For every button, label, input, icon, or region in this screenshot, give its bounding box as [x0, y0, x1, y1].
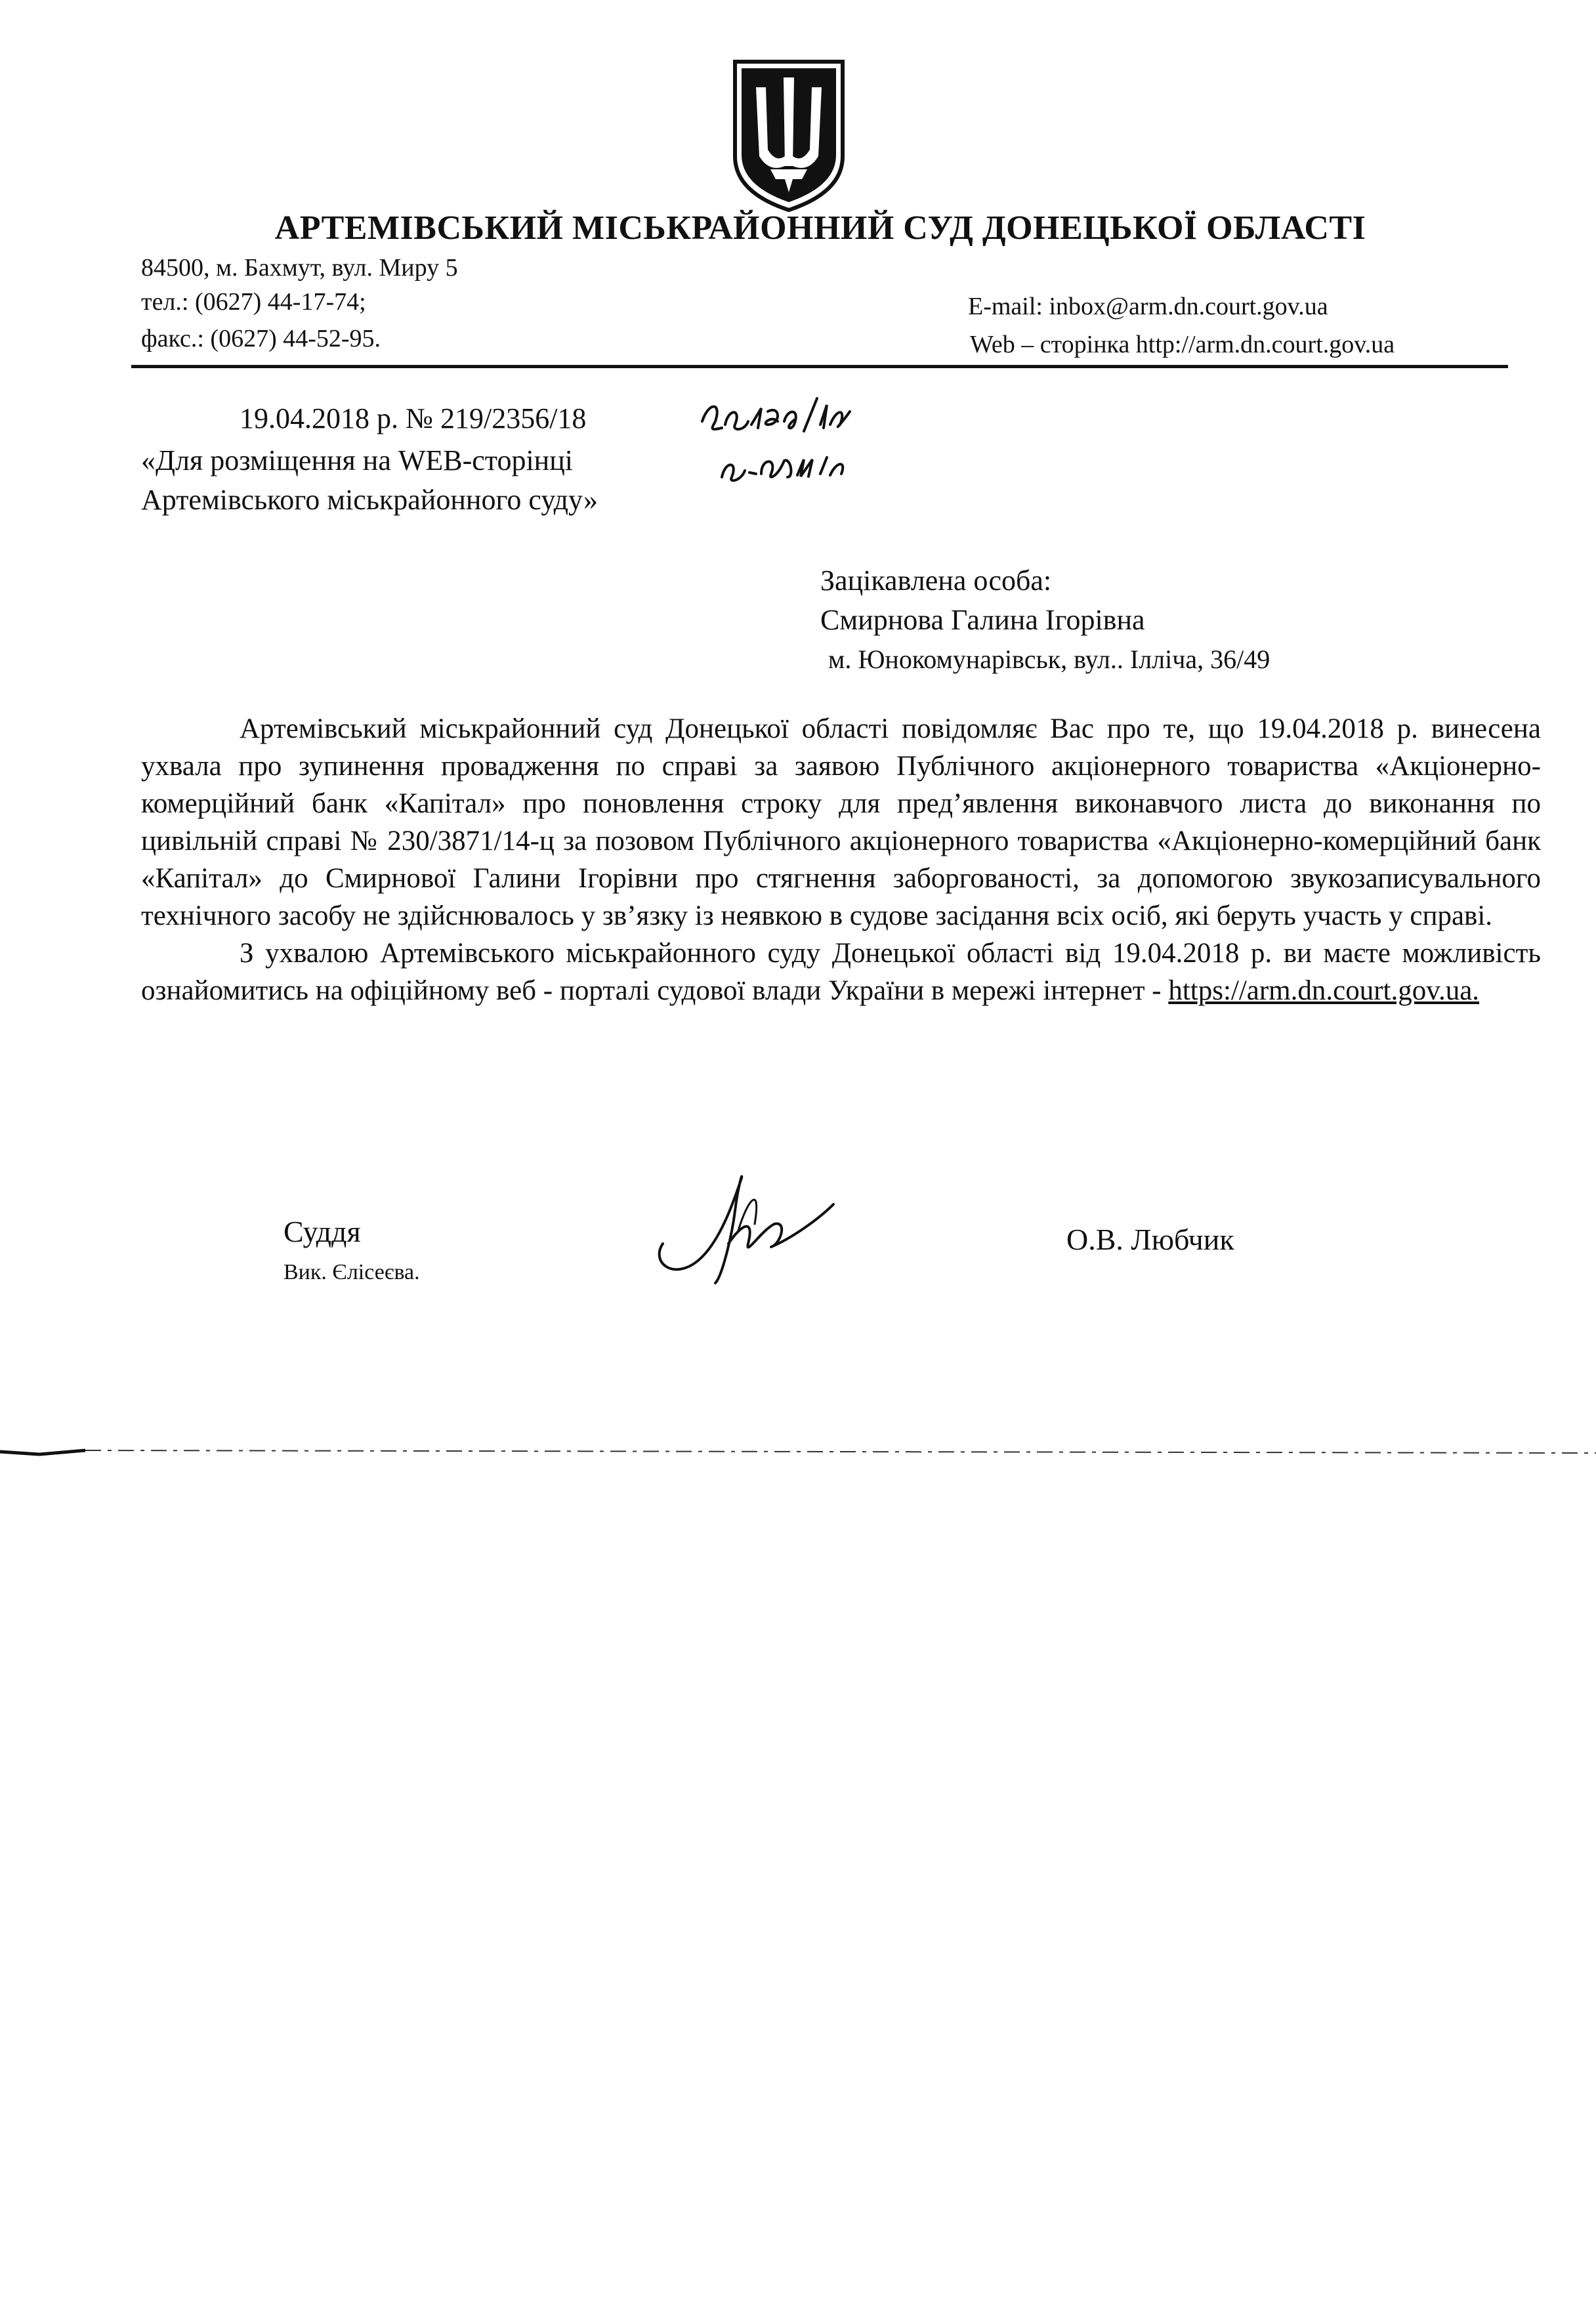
court-website: Web – сторінка http://arm.dn.court.gov.ua — [970, 331, 1395, 358]
court-phone: тел.: (0627) 44-17-74; — [141, 288, 366, 316]
addressee-address: м. Юнокомунарівськ, вул.. Ілліча, 36/49 — [828, 644, 1270, 674]
trident-emblem-icon — [730, 58, 848, 214]
scan-fold-line — [0, 1437, 1596, 1464]
addressee-block — [820, 561, 1270, 679]
publication-note — [141, 441, 598, 520]
outgoing-date-number: 19.04.2018 р. № 219/2356/18 — [240, 402, 587, 434]
judge-signature — [650, 1158, 847, 1290]
addressee-name: Смирнова Галина Ігорівна — [820, 604, 1145, 636]
body-paragraph-2 — [141, 935, 1541, 1009]
body-paragraph-1: Артемівський міськрайонний суд Донецької області повідомляє Вас про те, що 19.04.2018 р. винесена ухвала про зупинення провадження по справі за заявою Публічного акціонерного товариства «Акціонерно-комерційний банк «Капітал» про поновлення строку для пред’явлення виконавчого листа до виконання по цивільній справі № 230/3871/14-ц за позовом Публічного акціонерного товариства «Акціонерно-комерційний банк «Капітал» до Смирнової Галини Ігорівни про стягнення заборгованості, за допомогою звукозаписувального технічного засобу не здійснювалось у зв’язку із неявкою в судове засідання всіх осіб, які беруть участь у справі. — [141, 713, 1541, 931]
publication-note-line1: «Для розміщення на WEB-сторінці — [141, 444, 573, 476]
judge-title: Суддя — [284, 1215, 361, 1248]
executor-name: Вик. Єлісеєва. — [284, 1260, 420, 1284]
court-fax: факс.: (0627) 44-52-95. — [141, 325, 381, 352]
handwritten-registration-mark — [696, 395, 912, 494]
court-email: E-mail: inbox@arm.dn.court.gov.ua — [968, 293, 1328, 320]
court-address: 84500, м. Бахмут, вул. Миру 5 — [141, 254, 458, 282]
body-paragraph-2-text: З ухвалою Артемівського міськрайонного суду Донецької області від 19.04.2018 р. ви маєте можливість ознайомитись на офіційному веб - порталі судової влади України в мережі інтернет - — [141, 938, 1541, 1006]
header-divider — [131, 365, 1508, 368]
court-portal-link[interactable]: https://arm.dn.court.gov.ua. — [1168, 975, 1480, 1006]
addressee-label: Зацікавлена особа: — [820, 564, 1052, 597]
court-name: АРТЕМІВСЬКИЙ МІСЬКРАЙОННИЙ СУД ДОНЕЦЬКОЇ ОБЛАСТІ — [274, 209, 1366, 247]
judge-name: О.В. Любчик — [1066, 1223, 1234, 1256]
letter-body — [141, 710, 1541, 1009]
publication-note-line2: Артемівського міськрайонного суду» — [141, 484, 598, 516]
